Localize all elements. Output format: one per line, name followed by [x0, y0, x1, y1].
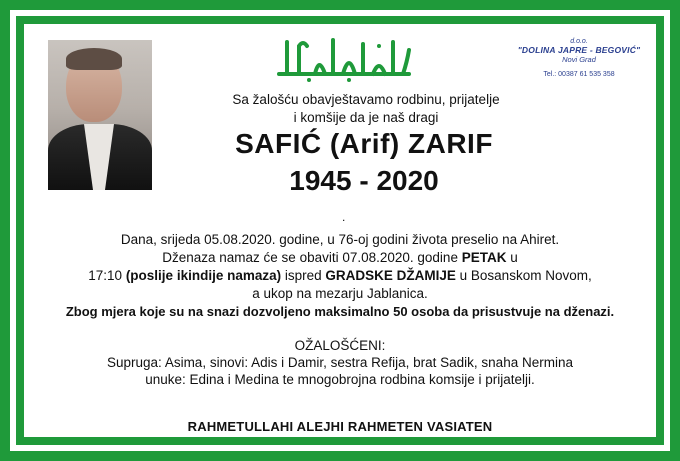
intro-line-2: i komšije da je naš dragi [293, 110, 439, 125]
relatives-line-2: unuke: Edina i Medina te mnogobrojna rodbina komsije i prijatelji. [145, 372, 535, 387]
intro-line-1: Sa žalošću obavještavamo rodbinu, prijatelje [232, 92, 500, 107]
closing-prayer: RAHMETULLAHI ALEJHI RAHMETEN VASIATEN [187, 419, 493, 434]
death-date-line: Dana, srijeda 05.08.2020. godine, u 76-oj godini života preselio na Ahiret. [120, 232, 560, 247]
burial-line: a ukop na mezarju Jablanica. [252, 286, 428, 301]
intro-text [196, 91, 536, 127]
company-city: Novi Grad [562, 55, 596, 64]
relatives-line-1: Supruga: Asima, sinovi: Adis i Damir, sestra Refija, brat Sadik, snaha Nermina [107, 355, 573, 370]
company-phone: Tel.: 00387 61 535 358 [543, 71, 615, 78]
restriction-notice: Zbog mjera koje su na snazi dozvoljeno maksimalno 50 osoba da prisustvuje na dženazi. [65, 304, 615, 319]
deceased-name: SAFIĆ (Arif) ZARIF [235, 128, 493, 159]
funeral-prayer-line: Dženaza namaz će se obaviti 07.08.2020. godine PETAK u [162, 250, 518, 265]
company-type: d.o.o. [570, 38, 588, 45]
deceased-years: 1945 - 2020 [289, 165, 439, 196]
obituary-card [24, 24, 656, 437]
arabic-calligraphy-icon [269, 32, 419, 84]
prayer-time: (poslije ikindije namaza) [125, 268, 282, 283]
funeral-day: PETAK [461, 250, 507, 265]
company-name: "DOLINA JAPRE - BEGOVIĆ" [517, 45, 641, 55]
separator-dot: . [342, 210, 346, 224]
funeral-location-line: 17:10 (poslije ikindije namaza) ispred GRADSKE DŽAMIJE u Bosanskom Novom, [88, 268, 592, 283]
portrait-photo [48, 40, 152, 190]
grieving-heading: OŽALOŠĆENI: [294, 338, 386, 353]
mosque-name: GRADSKE DŽAMIJE [325, 268, 456, 283]
funeral-home-info [504, 38, 654, 78]
